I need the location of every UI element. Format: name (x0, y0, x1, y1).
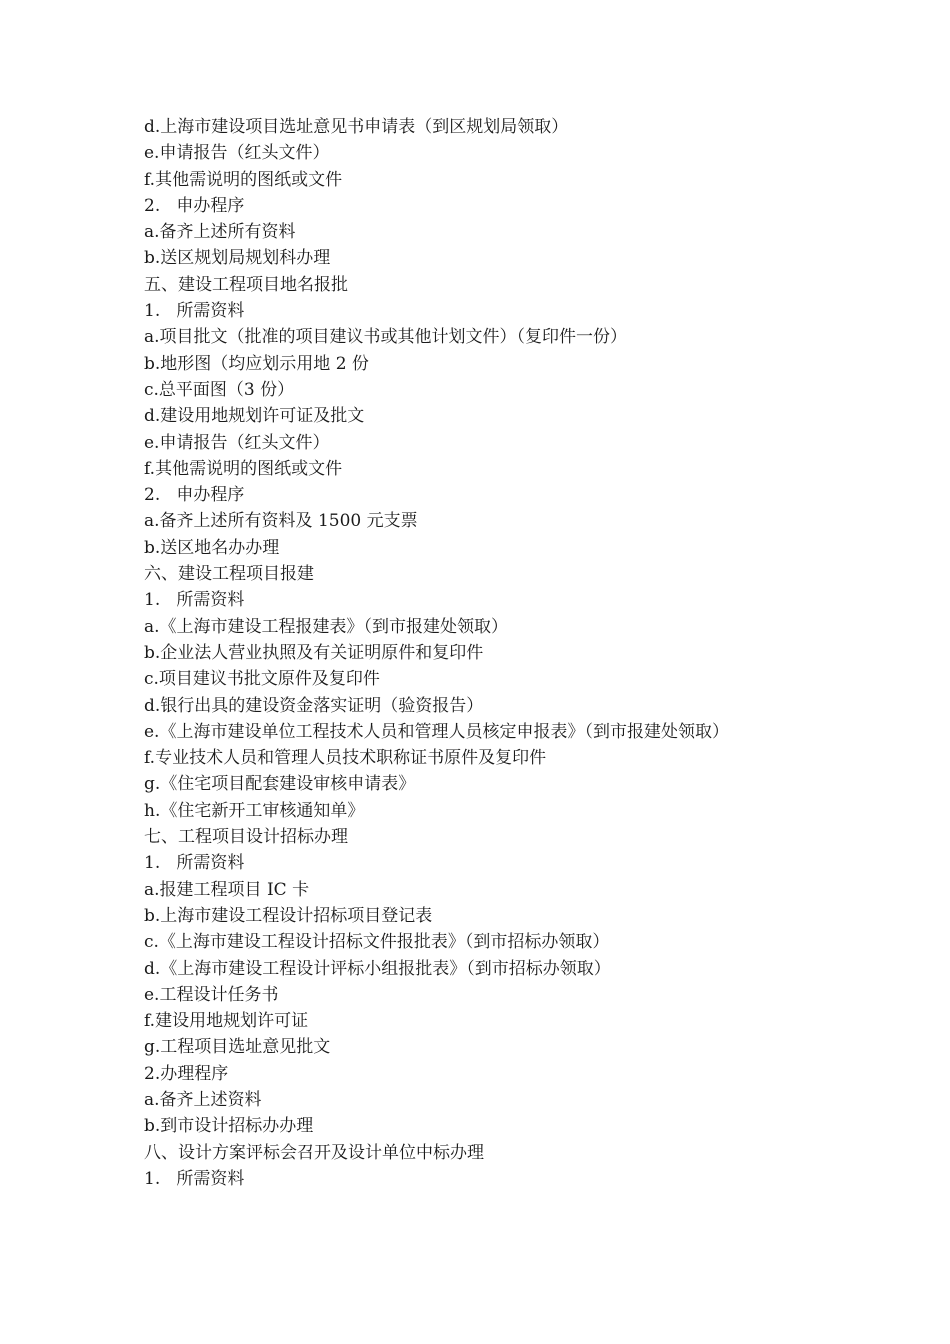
text-line: d.银行出具的建设资金落实证明（验资报告） (144, 695, 484, 716)
section-heading: 七、工程项目设计招标办理 (144, 827, 348, 848)
text-line: e.工程设计任务书 (144, 984, 279, 1005)
text-line: d.《上海市建设工程设计评标小组报批表》（到市招标办领取） (144, 958, 611, 979)
text-line: b.送区地名办办理 (144, 537, 280, 558)
text-line: 1. 所需资料 (144, 853, 245, 874)
text-line: b.地形图（均应划示用地 2 份 (144, 353, 369, 374)
text-line: e.申请报告（红头文件） (144, 143, 330, 164)
text-line: d.建设用地规划许可证及批文 (144, 406, 365, 427)
text-line: 1. 所需资料 (144, 301, 245, 322)
text-line: f.其他需说明的图纸或文件 (144, 169, 343, 190)
section-heading: 八、设计方案评标会召开及设计单位中标办理 (144, 1142, 484, 1163)
text-line: g.工程项目选址意见批文 (144, 1037, 331, 1058)
text-line: f.其他需说明的图纸或文件 (144, 458, 343, 479)
document-body (144, 114, 904, 1192)
text-line: f.建设用地规划许可证 (144, 1011, 309, 1032)
text-line: d.上海市建设项目选址意见书申请表（到区规划局领取） (144, 117, 569, 137)
text-line: a.备齐上述资料 (144, 1089, 262, 1110)
text-line: 1. 所需资料 (144, 590, 245, 611)
text-line: e.《上海市建设单位工程技术人员和管理人员核定申报表》（到市报建处领取） (144, 721, 729, 742)
text-line: a.项目批文（批准的项目建议书或其他计划文件）（复印件一份） (144, 327, 628, 348)
text-line: a.备齐上述所有资料及 1500 元支票 (144, 511, 418, 532)
text-line: b.到市设计招标办办理 (144, 1116, 314, 1137)
text-line: 2.办理程序 (144, 1063, 229, 1084)
text-line: a.《上海市建设工程报建表》（到市报建处领取） (144, 616, 509, 637)
text-line: h.《住宅新开工审核通知单》 (144, 800, 365, 821)
text-line: f.专业技术人员和管理人员技术职称证书原件及复印件 (144, 748, 547, 769)
text-line: e.申请报告（红头文件） (144, 432, 330, 453)
section-heading: 六、建设工程项目报建 (144, 564, 314, 585)
text-line: 2. 申办程序 (144, 195, 245, 216)
text-line: b.企业法人营业执照及有关证明原件和复印件 (144, 642, 484, 663)
text-line: 1. 所需资料 (144, 1168, 245, 1189)
text-line: c.总平面图（3 份） (144, 379, 295, 400)
text-line: a.报建工程项目 IC 卡 (144, 879, 310, 900)
text-line: b.上海市建设工程设计招标项目登记表 (144, 905, 433, 926)
text-line: c.项目建议书批文原件及复印件 (144, 669, 380, 690)
text-line: c.《上海市建设工程设计招标文件报批表》（到市招标办领取） (144, 932, 610, 953)
text-line: g.《住宅项目配套建设审核申请表》 (144, 774, 416, 795)
text-line: b.送区规划局规划科办理 (144, 248, 331, 269)
text-line: a.备齐上述所有资料 (144, 222, 296, 243)
section-heading: 五、建设工程项目地名报批 (144, 274, 348, 295)
text-line: 2. 申办程序 (144, 485, 245, 506)
